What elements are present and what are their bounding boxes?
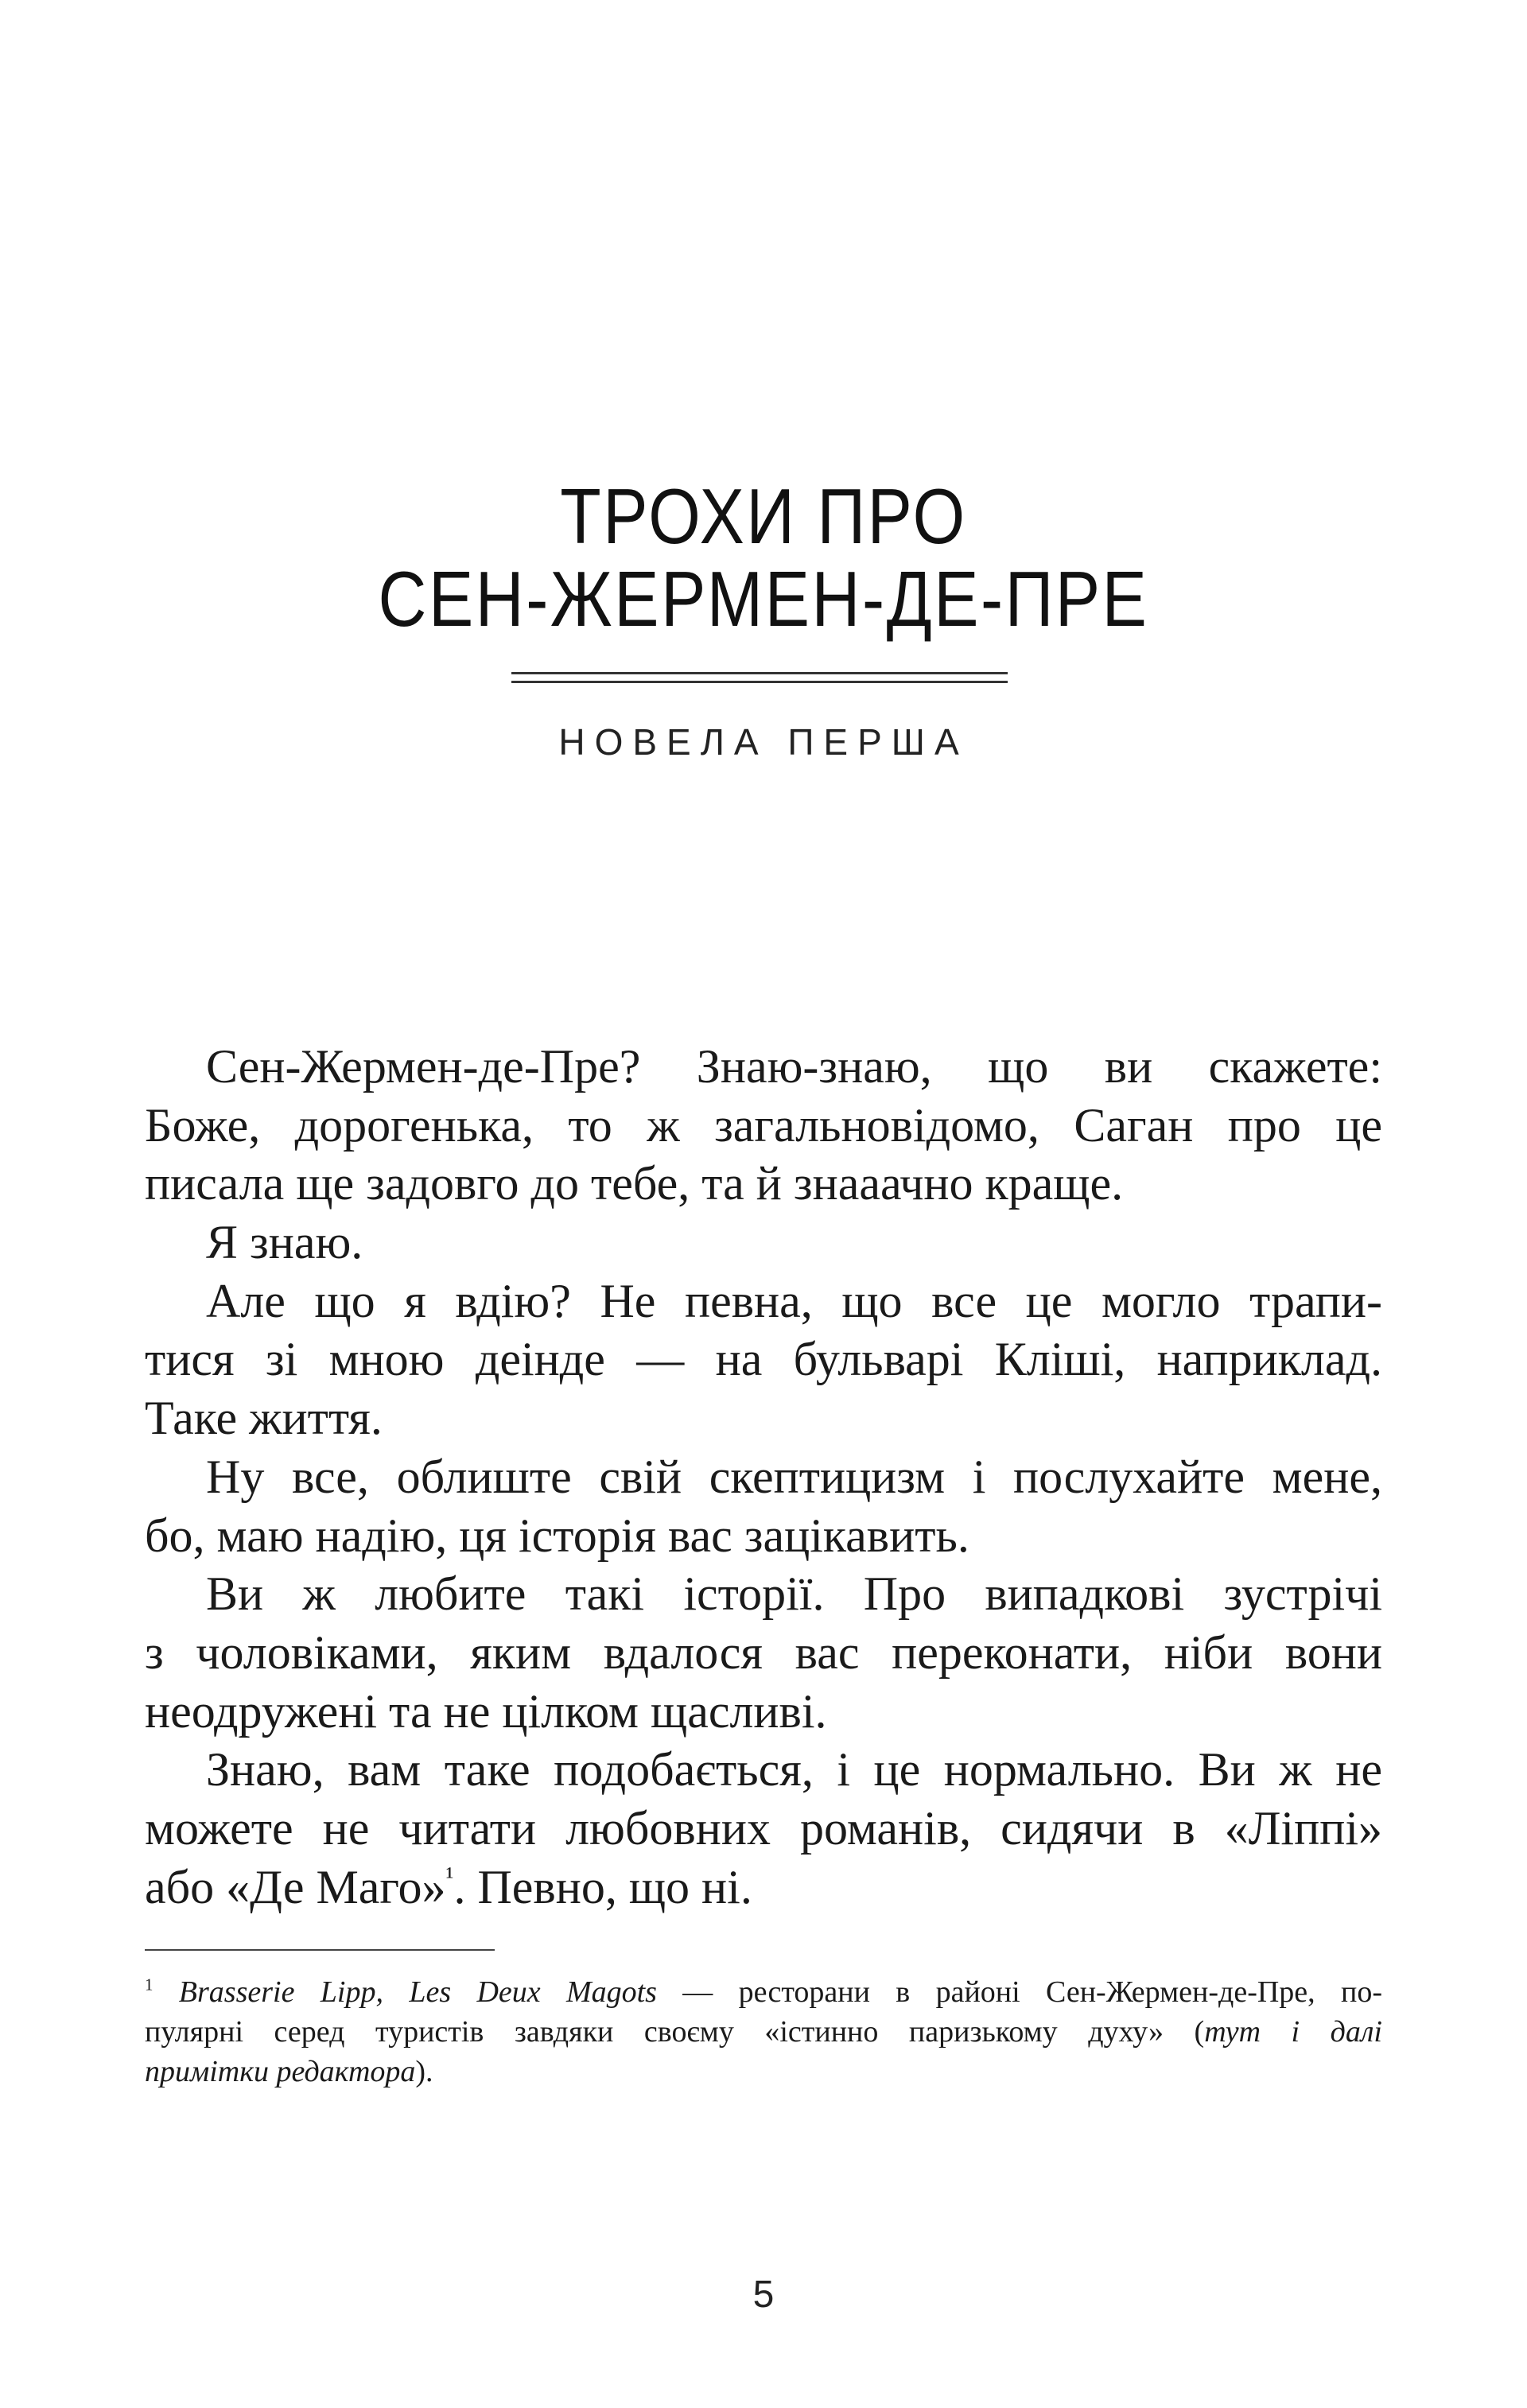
text-line <box>145 1858 1382 1917</box>
body-text <box>145 1038 1382 1917</box>
text-line: тися зі мною деінде — на бульварі Кліші, наприклад. <box>145 1333 1382 1386</box>
chapter-title-line-2: СЕН-ЖЕРМЕН-ДЕ-ПРЕ <box>378 555 1149 643</box>
text-line: бо, маю надію, ця історія вас зацікавить. <box>145 1509 969 1562</box>
text-line: Ну все, облиште свій скептицизм і послухайте мене, <box>206 1450 1382 1503</box>
footnote-text: — ресторани в районі Сен-Жермен-де-Пре, по- <box>656 1975 1382 2009</box>
footnote-separator <box>145 1949 495 1951</box>
text-line: Сен-Жермен-де-Пре? Знаю-знаю, що ви скажете: <box>206 1040 1382 1093</box>
chapter-title-line-1: ТРОХИ ПРО <box>560 472 967 560</box>
footnote-text: ). <box>415 2055 433 2088</box>
footnote-line <box>145 1972 1382 2012</box>
text-line: можете не читати любовних романів, сидячи в «Ліппі» <box>145 1801 1382 1855</box>
chapter-subtitle: НОВЕЛА ПЕРША <box>558 721 969 763</box>
title-divider-top <box>511 672 1008 674</box>
footnote-italic: тут і далі <box>1204 2015 1382 2049</box>
text-line: Знаю, вам таке подобається, і це нормально. Ви ж не <box>206 1743 1382 1796</box>
footnote-italic: примітки редактора <box>145 2055 416 2088</box>
text-line: Але що я вдію? Не певна, що все це могло трапи- <box>206 1274 1382 1327</box>
text-line: Ви ж любите такі історії. Про випадкові зустрічі <box>206 1567 1382 1621</box>
page-number: 5 <box>752 2274 775 2316</box>
footnote <box>145 1972 1382 2091</box>
text-line: Таке життя. <box>145 1392 383 1445</box>
title-divider-bottom <box>511 681 1008 683</box>
footnote-text: пулярні серед туристів завдяки своєму «істинно паризькому духу» ( <box>145 2015 1205 2049</box>
footnote-italic: Brasserie Lipp, Les Deux Magots <box>178 1975 657 2009</box>
text-line: Боже, дорогенька, то ж загальновідомо, Саган про це <box>145 1098 1382 1152</box>
footnote-marker: 1 <box>145 1975 153 1994</box>
text-line: Я знаю. <box>206 1216 363 1269</box>
text-segment: . Певно, що ні. <box>453 1860 752 1913</box>
text-line: писала ще задовго до тебе, та й знааачно краще. <box>145 1157 1124 1210</box>
text-segment: або «Де Маго» <box>145 1860 446 1913</box>
footnote-line <box>145 2012 1382 2052</box>
footnote-line <box>145 2052 1382 2091</box>
text-line: неодружені та не цілком щасливі. <box>145 1684 827 1738</box>
text-line: з чоловіками, яким вдалося вас переконати, ніби вони <box>145 1625 1382 1679</box>
footnote-ref[interactable]: ¹ <box>445 1862 454 1891</box>
